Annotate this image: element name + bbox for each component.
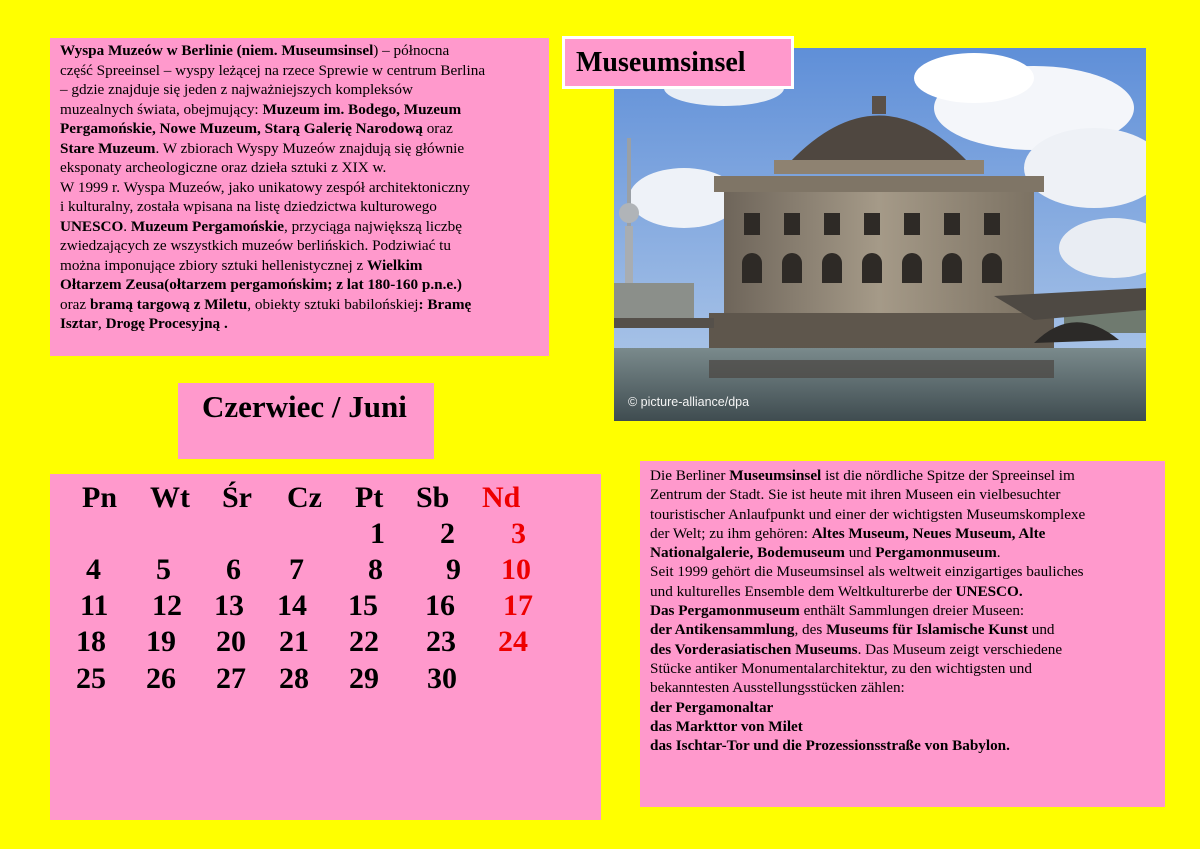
cal-day-sunday: 3 — [511, 517, 526, 550]
de-text: und kulturelles Ensemble dem Weltkulturerbe der — [650, 582, 956, 600]
cal-day: 18 — [76, 625, 106, 658]
pl-text: Drogę Procesyjną . — [105, 315, 228, 332]
pl-text: oraz — [422, 120, 453, 137]
cal-day: 30 — [427, 662, 457, 695]
cal-day: 7 — [289, 553, 304, 586]
de-text: touristischer Anlaufpunkt und einer der wichtigsten Museumskomplexe — [650, 505, 1086, 523]
de-text: Altes Museum, Neues Museum, Alte — [811, 524, 1046, 542]
pl-text: muzealnych świata, obejmujący: — [60, 100, 263, 118]
cal-day: 11 — [80, 589, 109, 622]
pl-text: Wielkim — [367, 256, 423, 274]
pl-text: Isztar — [60, 315, 98, 332]
cal-header: Pn — [82, 481, 118, 514]
de-text: der Antikensammlung — [650, 621, 795, 639]
pl-text: eksponaty archeologiczne oraz dzieła sztuki z XIX w. — [60, 159, 387, 176]
cal-header: Sb — [416, 481, 450, 514]
de-text: Nationalgalerie, Bodemuseum — [650, 544, 845, 562]
de-text: der Welt; zu ihm gehören: — [650, 524, 812, 542]
de-text: UNESCO. — [955, 582, 1023, 600]
de-text: Das Pergamonmuseum — [650, 602, 800, 620]
de-text: . — [996, 544, 1001, 562]
pl-text: W 1999 r. Wyspa Muzeów, jako unikatowy zespół architektoniczny — [60, 178, 471, 196]
de-text: des Vorderasiatischen Museums — [650, 640, 858, 658]
pl-text: Pergamońskie, Nowe Muzeum, Starą Galerię Narodową — [60, 120, 423, 137]
cal-day: 13 — [214, 589, 244, 622]
cal-day: 6 — [226, 553, 241, 586]
pl-text: , obiekty sztuki babilońskiej — [247, 295, 419, 313]
cal-day: 28 — [279, 662, 309, 695]
pl-text: i kulturalny, została wpisana na listę dziedzictwa kulturowego — [60, 198, 437, 215]
pl-text: można imponujące zbiory sztuki hellenistycznej z — [60, 256, 368, 274]
polish-description — [50, 38, 549, 356]
cal-day: 16 — [425, 589, 455, 622]
pl-text: . W zbiorach Wyspy Muzeów znajdują się głównie — [155, 139, 465, 157]
cal-day: 4 — [86, 553, 101, 586]
cal-day: 27 — [216, 662, 246, 695]
de-text: , des — [794, 621, 827, 639]
cal-day: 19 — [146, 625, 176, 658]
calendar — [50, 474, 601, 820]
cal-day: 20 — [216, 625, 246, 658]
de-text: Stücke antiker Monumentalarchitektur, zu den wichtigsten und — [650, 659, 1032, 677]
pl-text: , — [97, 315, 106, 332]
cal-day: 21 — [279, 625, 309, 658]
de-text: Museums für Islamische Kunst — [826, 621, 1028, 639]
cal-day: 22 — [349, 625, 379, 658]
pl-text: oraz — [60, 295, 90, 313]
pl-text: , przyciąga największą liczbę — [284, 217, 462, 235]
pl-text: zwiedzających ze wszystkich muzeów berlińskich. Podziwiać tu — [60, 237, 451, 254]
cal-day: 23 — [426, 625, 456, 658]
german-description — [640, 461, 1165, 807]
cal-day: 2 — [440, 517, 455, 550]
de-text: Die Berliner — [650, 467, 730, 484]
month-box — [178, 383, 434, 459]
month-title: Czerwiec / Juni — [202, 389, 407, 424]
cal-header: Wt — [150, 481, 190, 514]
cal-header: Pt — [355, 481, 384, 514]
de-text: das Markttor von Milet — [650, 717, 803, 735]
de-text: bekanntesten Ausstellungsstücken zählen: — [650, 679, 905, 697]
de-text: Pergamonmuseum — [875, 544, 997, 562]
de-text: das Ischtar-Tor und die Prozessionsstraße von Babylon. — [650, 737, 1010, 755]
photo-illustration — [614, 48, 1146, 421]
cal-day: 5 — [156, 553, 171, 586]
cal-day: 12 — [152, 589, 182, 622]
de-text: ist die nördliche Spitze der Spreeinsel im — [821, 467, 1075, 484]
cal-day: 9 — [446, 553, 461, 586]
photo-credit: © picture-alliance/dpa — [628, 395, 750, 409]
cal-day: 1 — [370, 517, 385, 550]
cal-day: 8 — [368, 553, 383, 586]
cal-day: 25 — [76, 662, 106, 695]
de-text: Zentrum der Stadt. Sie ist heute mit ihren Museen ein vielbesuchter — [650, 486, 1061, 504]
pl-text: Muzeum Pergamońskie — [130, 217, 285, 235]
cal-header: Cz — [287, 481, 322, 514]
pl-text: Stare Muzeum — [60, 139, 156, 157]
cal-day: 14 — [277, 589, 307, 622]
page-title: Museumsinsel — [562, 36, 794, 89]
pl-text: : Bramę — [418, 295, 472, 313]
de-text: und — [1027, 621, 1055, 639]
cal-day: 15 — [348, 589, 378, 622]
pl-text: ) – północna — [373, 42, 450, 59]
de-text: Seit 1999 gehört die Museumsinsel als weltweit einzigartiges bauliches — [650, 563, 1084, 581]
de-text: enthält Sammlungen dreier Museen: — [799, 602, 1025, 620]
pl-text: Wyspa Muzeów w Berlinie (niem. Museumsinsel — [60, 42, 374, 59]
de-text: Museumsinsel — [729, 467, 822, 484]
de-text: und — [844, 544, 876, 562]
pl-text: . — [123, 217, 131, 235]
cal-header-sunday: Nd — [482, 481, 521, 514]
cal-day: 26 — [146, 662, 176, 695]
de-text: der Pergamonaltar — [650, 698, 774, 716]
pl-text: bramą targową z Miletu — [89, 295, 248, 313]
pl-text: UNESCO — [60, 217, 124, 235]
cal-day: 29 — [349, 662, 379, 695]
cal-day-sunday: 10 — [501, 553, 531, 586]
de-text: . Das Museum zeigt verschiedene — [857, 640, 1063, 658]
pl-text: – gdzie znajduje się jeden z najważniejszych kompleksów — [60, 81, 413, 98]
bode-museum-photo — [614, 48, 1146, 421]
cal-header: Śr — [222, 481, 252, 514]
pl-text: część Spreeinsel – wyspy leżącej na rzece Sprewie w centrum Berlina — [60, 61, 486, 79]
pl-text: Ołtarzem Zeusa(ołtarzem pergamońskim; z lat 180-160 p.n.e.) — [60, 276, 462, 293]
pl-text: Muzeum im. Bodego, Muzeum — [262, 100, 462, 118]
cal-day-sunday: 24 — [498, 625, 528, 658]
cal-day-sunday: 17 — [503, 589, 533, 622]
